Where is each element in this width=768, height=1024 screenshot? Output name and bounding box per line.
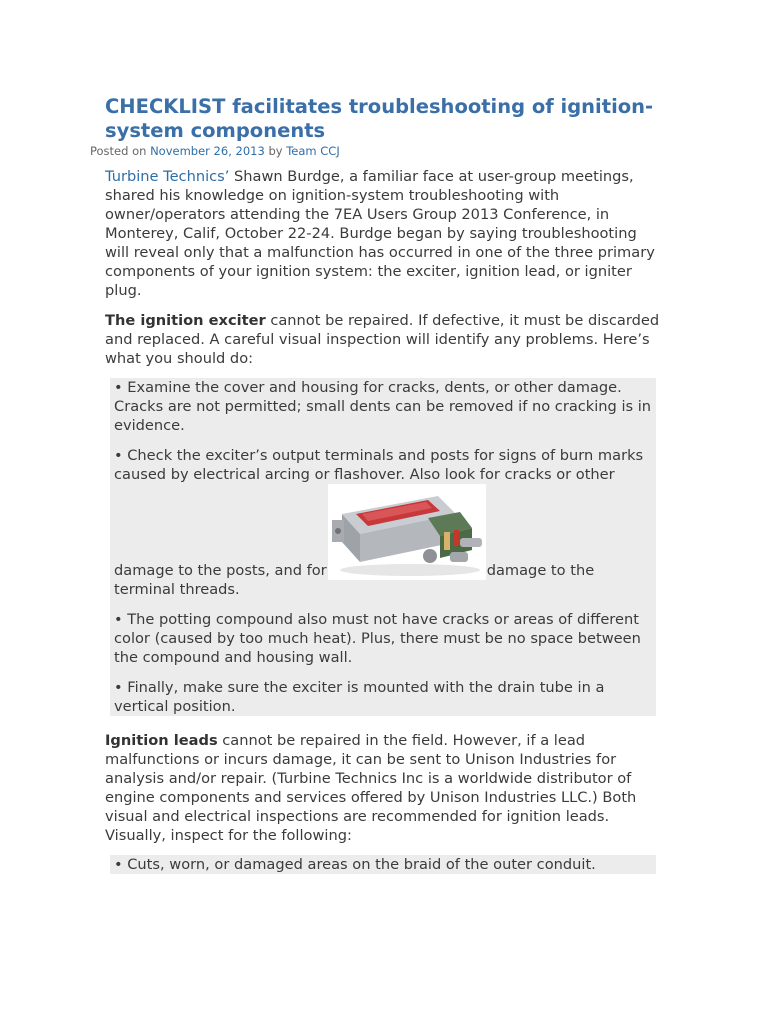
leads-paragraph (105, 731, 665, 845)
leads-bullet-1: • Cuts, worn, or damaged areas on the braid of the outer conduit. (114, 856, 596, 873)
exciter-bullet-3: • The potting compound also must not have cracks or areas of different color (caused by too much heat). Plus, there must be no space between the compound and housing wall. (114, 611, 641, 666)
company-link[interactable]: Turbine Technics’ (105, 168, 230, 185)
by-label: by (268, 144, 283, 158)
post-date-link[interactable]: November 26, 2013 (150, 144, 265, 158)
exciter-bullet-1: • Examine the cover and housing for cracks, dents, or other damage. Cracks are not permitted; small dents can be removed if no cracking is in evidence. (114, 379, 652, 434)
exciter-bullet-2-part2: damage to the terminal threads. (114, 562, 595, 598)
exciter-lead: The ignition exciter (105, 312, 266, 329)
leads-lead: Ignition leads (105, 732, 218, 749)
posted-on-label: Posted on (90, 144, 147, 158)
exciter-paragraph (105, 311, 665, 368)
intro-paragraph (105, 167, 665, 300)
leads-checklist (110, 855, 656, 874)
post-meta (90, 144, 340, 158)
exciter-bullet-2-part1: • Check the exciter’s output terminals and posts for signs of burn marks caused by electrical arcing or flashover. Also look for cracks or other damage to the posts, and for (114, 447, 644, 579)
leads-text: cannot be repaired in the field. However, if a lead malfunctions or incurs damage, it can be sent to Unison Industries for analysis and/or repair. (Turbine Technics Inc is a worldwide distributor of engine components and services offered by Unison Industries LLC.) Both visual and electrical inspections are recommended for ignition leads. Visually, inspect for the following: (105, 732, 637, 844)
exciter-bullet-2 (110, 446, 656, 599)
exciter-checklist (110, 378, 656, 716)
exciter-image (328, 484, 486, 580)
exciter-text: cannot be repaired. If defective, it must be discarded and replaced. A careful visual inspection will identify any problems. Here’s what you should do: (105, 312, 660, 367)
article-title: CHECKLIST facilitates troubleshooting of ignition-system components (105, 95, 654, 142)
exciter-bullet-4: • Finally, make sure the exciter is mounted with the drain tube in a vertical position. (114, 679, 605, 715)
author-link[interactable]: Team CCJ (286, 144, 340, 158)
intro-text: Shawn Burdge, a familiar face at user-group meetings, shared his knowledge on ignition-system troubleshooting with owner/operators attending the 7EA Users Group 2013 Conference, in Monterey, Calif, October 22-24. Burdge began by saying troubleshooting will reveal only that a malfunction has occurred in one of the three primary components of your ignition system: the exciter, ignition lead, or igniter plug. (105, 168, 655, 299)
